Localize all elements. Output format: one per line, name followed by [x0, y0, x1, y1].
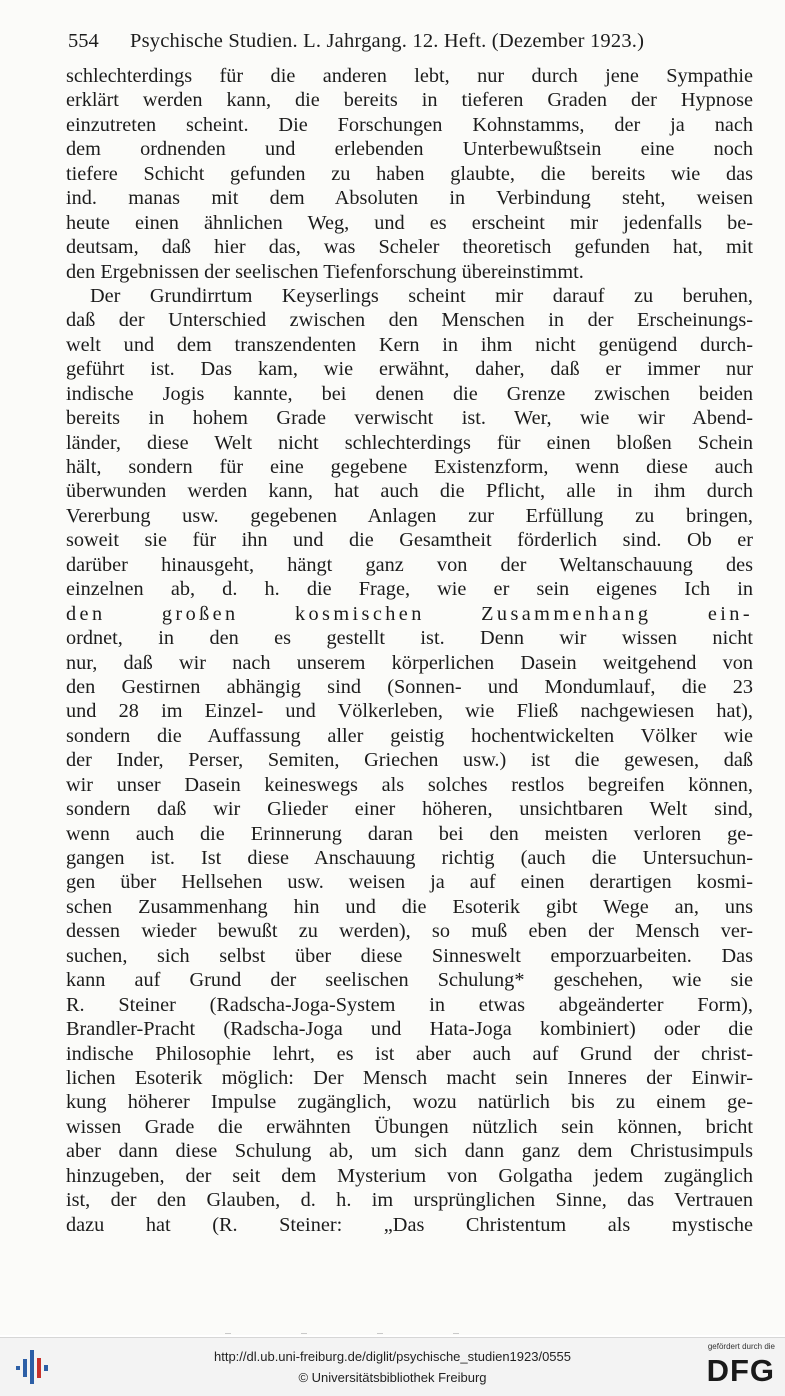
- text-line: suchen, sich selbst über diese Sinneswelt emporzuarbeiten. Das: [66, 944, 753, 967]
- text-line: und 28 im Einzel- und Völkerleben, wie Fließ nachgewiesen hat),: [66, 700, 753, 723]
- text-line: Der Grundirrtum Keyserlings scheint mir darauf zu beruhen,: [90, 284, 753, 307]
- text-line: dessen wieder bewußt zu werden), so muß eben der Mensch ver-: [66, 920, 753, 943]
- text-line: hält, sondern für eine gegebene Existenzform, wenn diese auch: [66, 456, 753, 478]
- text-line: überwunden werden kann, hat auch die Pflicht, alle in ihm durch: [66, 480, 753, 503]
- text-line: ist, der den Glauben, d. h. im ursprünglichen Sinne, das Vertrauen: [66, 1189, 753, 1212]
- text-line: deutsam, daß hier das, was Scheler theoretisch gefunden hat, mit: [66, 236, 753, 259]
- page-header: [68, 30, 752, 58]
- text-line: ordnet, in den es gestellt ist. Denn wir wissen nicht: [66, 627, 753, 650]
- text-line: R. Steiner (Radscha-Joga-System in etwas abgeänderter Form),: [66, 993, 753, 1016]
- text-line: schlechterdings für die anderen lebt, nur durch jene Sympathie: [66, 65, 753, 87]
- text-line: sondern die Auffassung aller geistig hochentwickelten Völker wie: [66, 724, 753, 747]
- text-line: dazu hat (R. Steiner: „Das Christentum als mystische: [66, 1213, 753, 1236]
- text-line: gen über Hellsehen usw. weisen ja auf einen derartigen kosmi-: [66, 871, 753, 894]
- running-title: Psychische Studien. L. Jahrgang. 12. Heft. (Dezember 1923.): [130, 30, 645, 52]
- text-line: Brandler-Pracht (Radscha-Joga und Hata-Joga kombiniert) oder die: [66, 1018, 753, 1041]
- text-line: wir unser Dasein keineswegs als solches restlos begreifen können,: [66, 773, 753, 796]
- text-line: erklärt werden kann, die bereits in tieferen Graden der Hypnose: [66, 89, 753, 112]
- text-line: wissen Grade die erwähnten Übungen nützlich sein können, bricht: [66, 1115, 753, 1138]
- text-line: den Ergebnissen der seelischen Tiefenforschung übereinstimmt.: [66, 260, 584, 283]
- text-line: länder, diese Welt nicht schlechterdings für einen bloßen Schein: [66, 431, 753, 454]
- text-line: soweit sie für ihn und die Gesamtheit förderlich sind. Ob er: [66, 529, 753, 552]
- text-line: sondern daß wir Glieder einer höheren, unsichtbaren Welt sind,: [66, 798, 753, 821]
- text-line: bereits in hohem Grade verwischt ist. Wer, wie wir Abend-: [66, 407, 753, 430]
- text-line: indische Jogis kannte, bei denen die Grenze zwischen beiden: [66, 382, 753, 405]
- text-line: einzutreten scheint. Die Forschungen Kohnstamms, der ja nach: [66, 113, 753, 136]
- dfg-caption: gefördert durch die: [707, 1342, 775, 1351]
- footnote-rule: [225, 1333, 525, 1334]
- text-line: darüber hinausgeht, hängt ganz von der Weltanschauung des: [66, 553, 753, 576]
- text-line: nur, daß wir nach unserem körperlichen Dasein weitgehend von: [66, 651, 753, 674]
- text-line: wenn auch die Erinnerung daran bei den meisten verloren ge-: [66, 822, 753, 845]
- body-text: [66, 64, 753, 1237]
- text-line: gangen ist. Ist diese Anschauung richtig (auch die Untersuchun-: [66, 847, 753, 869]
- dfg-logo: DFG: [706, 1353, 775, 1388]
- text-line: aber dann diese Schulung ab, um sich dann ganz dem Christusimpuls: [66, 1140, 753, 1163]
- source-url-link[interactable]: http://dl.ub.uni-freiburg.de/diglit/psychische_studien1923/0555: [213, 1349, 572, 1364]
- text-line: heute einen ähnlichen Weg, und es erscheint mir jedenfalls be-: [66, 211, 753, 234]
- copyright-text: © Universitätsbibliothek Freiburg: [298, 1370, 487, 1385]
- page-number: 554: [68, 30, 99, 52]
- text-line: welt und dem transzendenten Kern in ihm nicht genügend durch-: [66, 333, 753, 356]
- dfg-sponsor: [693, 1342, 775, 1392]
- text-line: dem ordnenden und erlebenden Unterbewußtsein eine noch: [66, 138, 753, 161]
- text-line: geführt ist. Das kam, wie erwähnt, daher, daß er immer nur: [66, 358, 753, 381]
- text-line: kann auf Grund der seelischen Schulung* geschehen, wie sie: [66, 969, 753, 992]
- text-line: den Gestirnen abhängig sind (Sonnen- und Mondumlauf, die 23: [66, 675, 753, 698]
- text-line: einzelnen ab, d. h. die Frage, wie er sein eigenes Ich in: [66, 578, 753, 601]
- text-line: kung höherer Impulse zugänglich, wozu natürlich bis zu einem ge-: [66, 1091, 753, 1114]
- text-line: tiefere Schicht gefunden zu haben glaubte, die bereits wie das: [66, 162, 753, 185]
- text-line-spaced: den großen kosmischen Zusammenhang ein-: [66, 602, 753, 625]
- text-line: hinzugeben, der seit dem Mysterium von Golgatha jedem zugänglich: [66, 1164, 753, 1187]
- text-line: schen Zusammenhang hin und die Esoterik gibt Wege an, uns: [66, 895, 753, 918]
- text-line: der Inder, Perser, Semiten, Griechen usw.) ist die gewesen, daß: [66, 749, 753, 772]
- text-line: lichen Esoterik möglich: Der Mensch macht sein Inneres der Einwir-: [66, 1066, 753, 1089]
- viewer-footer: [0, 1337, 785, 1396]
- text-line: ind. manas mit dem Absoluten in Verbindung steht, weisen: [66, 187, 753, 210]
- text-line: daß der Unterschied zwischen den Menschen in der Erscheinungs-: [66, 309, 753, 332]
- text-line: Vererbung usw. gegebenen Anlagen zur Erfüllung zu bringen,: [66, 504, 753, 527]
- text-line: indische Philosophie lehrt, es ist aber auch auf Grund der christ-: [66, 1042, 753, 1065]
